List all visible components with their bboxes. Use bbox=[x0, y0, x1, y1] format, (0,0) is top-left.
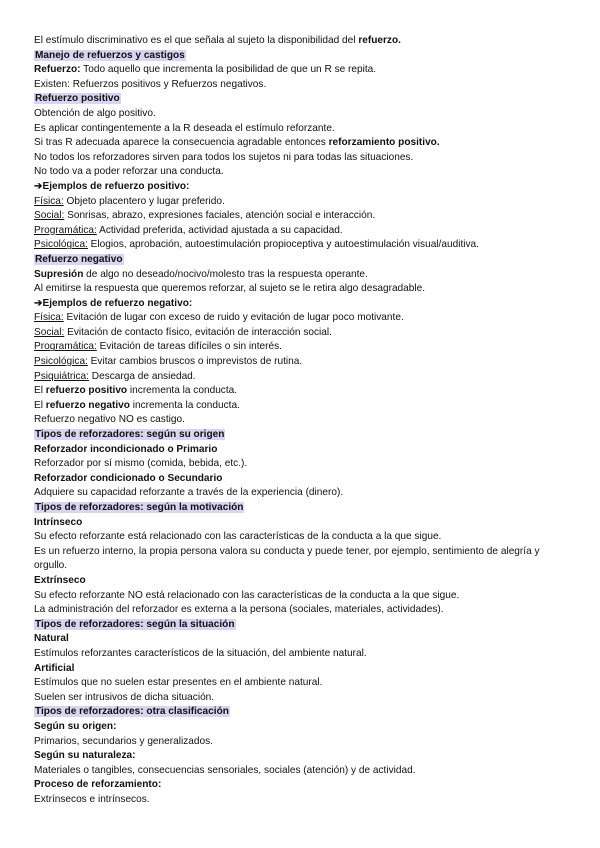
text-segment: Evitación de tareas difíciles o sin interés. bbox=[96, 341, 282, 353]
text-line bbox=[34, 778, 574, 793]
text-line bbox=[34, 574, 574, 589]
text-segment: Si tras R adecuada aparece la consecuencia agradable entonces bbox=[34, 137, 329, 149]
text-line bbox=[34, 589, 574, 604]
text-line bbox=[34, 297, 574, 312]
text-segment: Según su naturaleza: bbox=[34, 750, 136, 762]
highlighted-heading bbox=[34, 619, 236, 630]
text-line bbox=[34, 34, 574, 49]
text-line bbox=[34, 136, 574, 151]
text-line bbox=[34, 326, 574, 341]
category-label: Psicológica: bbox=[34, 239, 88, 251]
highlighted-heading bbox=[34, 93, 121, 104]
text-segment: Es aplicar contingentemente a la R deseada el estímulo reforzante. bbox=[34, 122, 335, 134]
text-segment: Suelen ser intrusivos de dicha situación. bbox=[34, 691, 215, 703]
category-label: Programática: bbox=[34, 224, 97, 236]
text-line bbox=[34, 793, 574, 808]
section-heading bbox=[34, 705, 574, 720]
text-line bbox=[34, 399, 574, 414]
text-segment: Extrínsecos e intrínsecos. bbox=[34, 793, 150, 805]
text-line bbox=[34, 764, 574, 779]
text-line bbox=[34, 443, 574, 458]
text-segment: Ejemplos de refuerzo negativo: bbox=[42, 297, 193, 309]
text-segment: Adquiere su capacidad reforzante a través de la experiencia (dinero). bbox=[34, 487, 344, 499]
text-line bbox=[34, 384, 574, 399]
text-segment: de algo no deseado/nocivo/molesto tras la respuesta operante. bbox=[83, 268, 368, 280]
text-line bbox=[34, 735, 574, 750]
arrow-icon: ➔ bbox=[34, 180, 43, 192]
arrow-icon: ➔ bbox=[34, 297, 43, 309]
text-segment: refuerzo positivo bbox=[45, 385, 128, 397]
text-segment: Refuerzo positivo bbox=[35, 93, 120, 105]
highlighted-heading bbox=[34, 429, 225, 440]
text-segment: Elogios, aprobación, autoestimulación propioceptiva y autoestimulación visual/auditiva. bbox=[87, 239, 479, 251]
text-segment: Evitación de contacto físico, evitación de interacción social. bbox=[64, 326, 332, 338]
text-segment: Estímulos reforzantes característicos de la situación, del ambiente natural. bbox=[34, 647, 367, 659]
section-heading bbox=[34, 501, 574, 516]
text-segment: reforzamiento positivo. bbox=[328, 137, 440, 149]
text-line bbox=[34, 603, 574, 618]
text-line bbox=[34, 516, 574, 531]
text-segment: Refuerzo: bbox=[34, 64, 81, 76]
category-label: Programática: bbox=[34, 341, 97, 353]
text-line bbox=[34, 180, 574, 195]
text-segment: Natural bbox=[34, 633, 69, 645]
category-label: Psicológica: bbox=[34, 356, 88, 368]
text-segment: Artificial bbox=[34, 662, 75, 674]
text-segment: Ejemplos de refuerzo positivo: bbox=[42, 180, 190, 192]
text-segment: Materiales o tangibles, consecuencias sensoriales, sociales (atención) y de actividad. bbox=[34, 764, 416, 776]
text-line bbox=[34, 195, 574, 210]
text-segment: Manejo de refuerzos y castigos bbox=[35, 49, 185, 61]
text-line bbox=[34, 486, 574, 501]
text-segment: Al emitirse la respuesta que queremos reforzar, al sujeto se le retira algo desagradable. bbox=[34, 283, 426, 295]
document-body bbox=[34, 34, 574, 807]
text-line bbox=[34, 413, 574, 428]
text-segment: Refuerzo negativo bbox=[35, 253, 123, 265]
text-segment: Reforzador por sí mismo (comida, bebida, etc.). bbox=[34, 458, 248, 470]
category-label: Física: bbox=[34, 195, 64, 207]
section-heading bbox=[34, 92, 574, 107]
section-heading bbox=[34, 49, 574, 64]
text-segment: Tipos de reforzadores: otra clasificación bbox=[35, 706, 229, 718]
text-segment: Obtención de algo positivo. bbox=[34, 107, 156, 119]
text-line bbox=[34, 78, 574, 93]
text-line bbox=[34, 545, 574, 574]
text-line bbox=[34, 647, 574, 662]
text-segment: Evitación de lugar con exceso de ruido y evitación de lugar poco motivante. bbox=[63, 312, 404, 324]
text-line bbox=[34, 165, 574, 180]
text-line bbox=[34, 268, 574, 283]
highlighted-heading bbox=[34, 50, 186, 61]
text-segment: Objeto placentero y lugar preferido. bbox=[63, 195, 225, 207]
text-line bbox=[34, 311, 574, 326]
text-segment: Supresión bbox=[34, 268, 84, 280]
text-line bbox=[34, 340, 574, 355]
text-line bbox=[34, 282, 574, 297]
text-segment: Existen: Refuerzos positivos y Refuerzos negativos. bbox=[34, 78, 267, 90]
text-line bbox=[34, 151, 574, 166]
text-segment: La administración del reforzador es externa a la persona (sociales, materiales, actividades). bbox=[34, 604, 444, 616]
highlighted-heading bbox=[34, 254, 124, 265]
text-segment: Todo aquello que incrementa la posibilidad de que un R se repita. bbox=[80, 64, 377, 76]
text-segment: No todo va a poder reforzar una conducta. bbox=[34, 166, 224, 178]
text-segment: Primarios, secundarios y generalizados. bbox=[34, 735, 213, 747]
text-line bbox=[34, 530, 574, 545]
text-segment: Tipos de reforzadores: según la motivación bbox=[35, 502, 244, 513]
category-label: Psiquiátrica: bbox=[34, 370, 89, 382]
text-segment: incrementa la conducta. bbox=[127, 385, 238, 397]
text-segment: Extrínseco bbox=[34, 574, 86, 586]
text-segment: Estímulos que no suelen estar presentes en el ambiente natural. bbox=[34, 677, 323, 689]
category-label: Física: bbox=[34, 312, 64, 324]
text-segment: El bbox=[34, 399, 46, 411]
text-segment: El bbox=[34, 385, 46, 397]
text-segment: Según su origen: bbox=[34, 720, 117, 732]
text-line bbox=[34, 662, 574, 677]
text-segment: Su efecto reforzante NO está relacionado con las características de la conducta a la que sigue. bbox=[34, 589, 460, 601]
text-segment: Reforzador condicionado o Secundario bbox=[34, 472, 223, 484]
text-segment: refuerzo negativo bbox=[45, 399, 130, 411]
text-segment: incrementa la conducta. bbox=[129, 399, 240, 411]
text-segment: Refuerzo negativo NO es castigo. bbox=[34, 414, 185, 426]
highlighted-heading bbox=[34, 706, 230, 717]
text-line bbox=[34, 691, 574, 706]
text-line bbox=[34, 720, 574, 735]
category-label: Social: bbox=[34, 210, 65, 222]
text-line bbox=[34, 122, 574, 137]
highlighted-heading bbox=[34, 502, 244, 513]
text-segment: Es un refuerzo interno, la propia persona valora su conducta y puede tener, por ejemplo, sentimiento de alegría y orgullo. bbox=[34, 545, 540, 572]
text-line bbox=[34, 472, 574, 487]
text-line bbox=[34, 238, 574, 253]
text-segment: Sonrisas, abrazo, expresiones faciales, atención social e interacción. bbox=[64, 210, 376, 222]
text-segment: refuerzo. bbox=[358, 35, 401, 46]
text-line bbox=[34, 63, 574, 78]
text-segment: Intrínseco bbox=[34, 516, 83, 528]
text-line bbox=[34, 676, 574, 691]
text-segment: Descarga de ansiedad. bbox=[88, 370, 196, 382]
text-line bbox=[34, 224, 574, 239]
text-segment: El estímulo discriminativo es el que señala al sujeto la disponibilidad del bbox=[34, 35, 359, 46]
text-segment: No todos los reforzadores sirven para todos los sujetos ni para todas las situaciones. bbox=[34, 151, 414, 163]
text-segment: Reforzador incondicionado o Primario bbox=[34, 443, 218, 455]
section-heading bbox=[34, 253, 574, 268]
section-heading bbox=[34, 428, 574, 443]
text-line bbox=[34, 370, 574, 385]
category-label: Social: bbox=[34, 326, 65, 338]
text-line bbox=[34, 457, 574, 472]
text-segment: Proceso de reforzamiento: bbox=[34, 779, 162, 791]
text-segment: Su efecto reforzante está relacionado con las características de la conducta a la que sigue. bbox=[34, 531, 442, 543]
text-line bbox=[34, 749, 574, 764]
text-segment: Tipos de reforzadores: según su origen bbox=[35, 429, 225, 441]
section-heading bbox=[34, 618, 574, 633]
text-segment: Tipos de reforzadores: según la situación bbox=[35, 618, 235, 630]
text-line bbox=[34, 632, 574, 647]
text-line bbox=[34, 355, 574, 370]
text-segment: Evitar cambios bruscos o imprevistos de rutina. bbox=[87, 356, 303, 368]
text-line bbox=[34, 107, 574, 122]
text-line bbox=[34, 209, 574, 224]
text-segment: Actividad preferida, actividad ajustada a su capacidad. bbox=[96, 224, 343, 236]
